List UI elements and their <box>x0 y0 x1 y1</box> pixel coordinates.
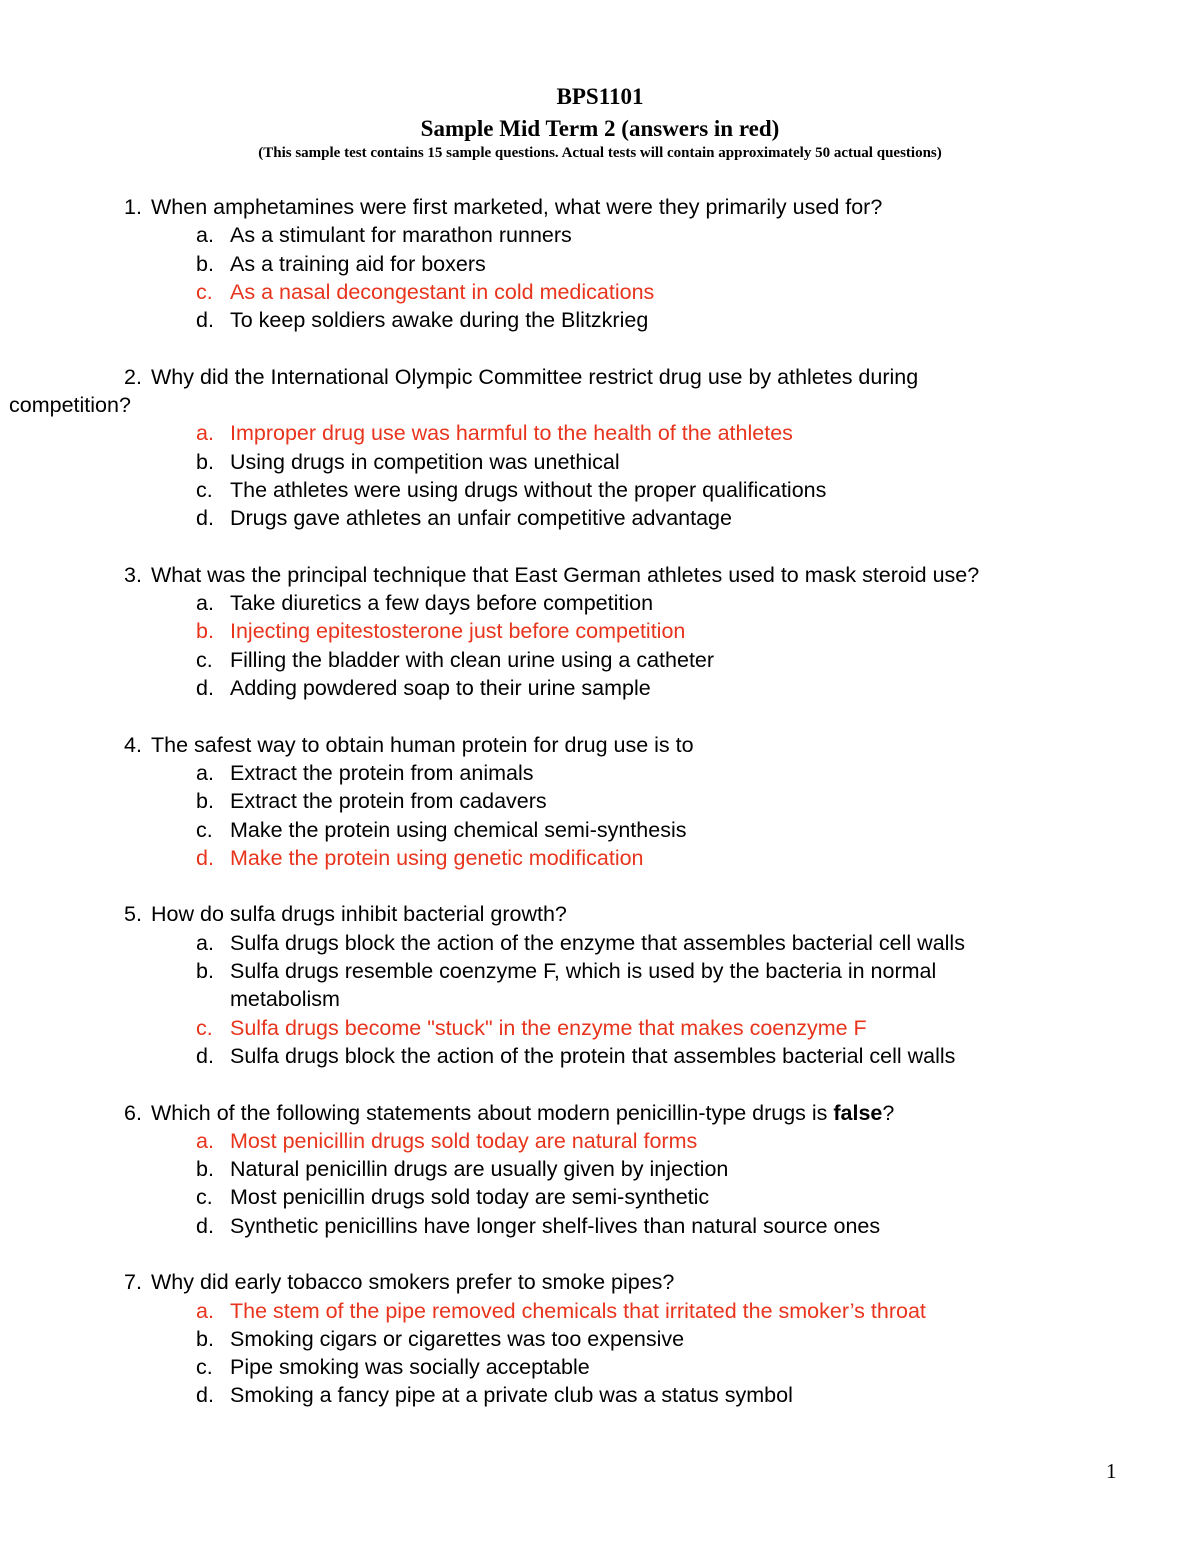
option-b <box>0 1325 1200 1353</box>
option-text: Sulfa drugs block the action of the enzyme that assembles bacterial cell walls <box>230 930 965 955</box>
option-text: Most penicillin drugs sold today are semi-synthetic <box>230 1185 710 1210</box>
question-number: 6. <box>124 1100 142 1125</box>
option-letter: c. <box>196 817 213 842</box>
question-list <box>0 193 1200 1438</box>
option-b <box>0 250 1200 278</box>
option-c <box>0 816 1200 844</box>
option-text: Sulfa drugs block the action of the protein that assembles bacterial cell walls <box>230 1043 956 1068</box>
option-letter: c. <box>196 279 213 304</box>
option-letter: a. <box>196 591 214 616</box>
question-3 <box>0 561 1200 702</box>
option-d <box>0 504 1200 532</box>
option-text: The athletes were using drugs without the proper qualifications <box>230 477 827 502</box>
question-stem: Which of the following statements about modern penicillin-type drugs is <box>151 1100 834 1125</box>
document-title: Sample Mid Term 2 (answers in red) <box>420 116 780 141</box>
option-text: Adding powdered soap to their urine sample <box>230 676 651 701</box>
option-c <box>0 278 1200 306</box>
option-a <box>0 1127 1200 1155</box>
question-text <box>0 731 1200 759</box>
option-letter: b. <box>196 959 214 984</box>
option-text: Make the protein using chemical semi-synthesis <box>230 817 687 842</box>
question-stem: When amphetamines were first marketed, what were they primarily used for? <box>151 195 883 219</box>
option-text: Smoking a fancy pipe at a private club was a status symbol <box>230 1383 793 1408</box>
option-letter: b. <box>196 1157 214 1182</box>
option-text: Drugs gave athletes an unfair competitive advantage <box>230 506 732 531</box>
question-text <box>0 1099 1200 1127</box>
option-d <box>0 306 1200 334</box>
option-letter: d. <box>196 1383 214 1408</box>
question-stem: What was the principal technique that East German athletes used to mask steroid use? <box>151 562 980 587</box>
option-text: As a nasal decongestant in cold medications <box>230 279 655 304</box>
option-text: Smoking cigars or cigarettes was too expensive <box>230 1326 685 1351</box>
option-text: As a stimulant for marathon runners <box>230 223 572 248</box>
question-stem: Why did early tobacco smokers prefer to smoke pipes? <box>151 1270 675 1295</box>
question-5 <box>0 900 1200 1070</box>
option-b <box>0 617 1200 645</box>
test-note: (This sample test contains 15 sample questions. Actual tests will contain approximately 50 actual questions) <box>258 145 942 161</box>
question-text <box>0 900 1200 928</box>
question-text-continued: competition? <box>9 393 131 418</box>
option-d <box>0 1042 1200 1070</box>
option-letter: a. <box>196 1298 214 1323</box>
option-text: Extract the protein from animals <box>230 760 534 785</box>
option-letter: b. <box>196 789 214 814</box>
question-stem: Why did the International Olympic Committee restrict drug use by athletes during <box>151 364 919 389</box>
question-number: 2. <box>124 364 142 389</box>
option-letter: a. <box>196 223 214 248</box>
option-d <box>0 1212 1200 1240</box>
option-letter: c. <box>196 1355 213 1380</box>
option-text: Sulfa drugs resemble coenzyme F, which is used by the bacteria in normal metabolism <box>230 959 937 1012</box>
option-a <box>0 221 1200 249</box>
question-number: 4. <box>124 732 142 757</box>
option-text: Pipe smoking was socially acceptable <box>230 1355 590 1380</box>
option-letter: d. <box>196 506 214 531</box>
option-b <box>0 1155 1200 1183</box>
option-b <box>0 787 1200 815</box>
option-letter: d. <box>196 308 214 333</box>
question-number: 3. <box>124 562 142 587</box>
page-number: 1 <box>1106 1459 1117 1483</box>
option-a <box>0 929 1200 957</box>
option-c <box>0 646 1200 674</box>
option-letter: a. <box>196 930 214 955</box>
question-text <box>0 561 1200 589</box>
question-4 <box>0 731 1200 872</box>
option-letter: b. <box>196 1326 214 1351</box>
question-text <box>0 1268 1200 1296</box>
option-text: Extract the protein from cadavers <box>230 789 547 814</box>
option-text: Using drugs in competition was unethical <box>230 449 620 474</box>
option-a <box>0 759 1200 787</box>
question-emphasis: false <box>833 1100 883 1125</box>
option-c <box>0 1353 1200 1381</box>
question-6 <box>0 1099 1200 1240</box>
option-letter: c. <box>196 647 213 672</box>
option-text: Synthetic penicillins have longer shelf-lives than natural source ones <box>230 1213 881 1238</box>
option-b <box>0 448 1200 476</box>
question-number: 1. <box>124 195 142 219</box>
option-text: Injecting epitestosterone just before competition <box>230 619 686 644</box>
option-letter: a. <box>196 760 214 785</box>
option-c <box>0 1014 1200 1042</box>
option-c <box>0 476 1200 504</box>
question-stem: How do sulfa drugs inhibit bacterial growth? <box>151 902 567 927</box>
option-letter: d. <box>196 1043 214 1068</box>
option-letter: d. <box>196 845 214 870</box>
option-d <box>0 844 1200 872</box>
option-text: Filling the bladder with clean urine using a catheter <box>230 647 715 672</box>
question-stem-end: ? <box>882 1100 895 1125</box>
course-code: BPS1101 <box>556 84 644 109</box>
option-text: The stem of the pipe removed chemicals that irritated the smoker’s throat <box>230 1298 926 1323</box>
option-text: Improper drug use was harmful to the health of the athletes <box>230 421 793 446</box>
question-1 <box>0 193 1200 334</box>
option-d <box>0 1381 1200 1409</box>
option-letter: b. <box>196 251 214 276</box>
option-c <box>0 1183 1200 1211</box>
question-stem: The safest way to obtain human protein for drug use is to <box>151 732 694 757</box>
option-text: Make the protein using genetic modification <box>230 845 644 870</box>
question-number: 5. <box>124 902 142 927</box>
option-a <box>0 589 1200 617</box>
option-letter: c. <box>196 1185 213 1210</box>
option-text: Natural penicillin drugs are usually given by injection <box>230 1157 729 1182</box>
option-letter: b. <box>196 449 214 474</box>
option-letter: a. <box>196 1128 214 1153</box>
option-letter: d. <box>196 676 214 701</box>
question-2 <box>0 363 1200 533</box>
option-letter: c. <box>196 1015 213 1040</box>
question-text <box>0 363 1200 391</box>
option-letter: d. <box>196 1213 214 1238</box>
option-text: Take diuretics a few days before competition <box>230 591 654 616</box>
option-d <box>0 674 1200 702</box>
option-text: As a training aid for boxers <box>230 251 486 276</box>
option-text: Sulfa drugs become "stuck" in the enzyme that makes coenzyme F <box>230 1015 867 1040</box>
option-b <box>0 957 1200 1014</box>
option-letter: b. <box>196 619 214 644</box>
option-a <box>0 419 1200 447</box>
option-text: To keep soldiers awake during the Blitzkrieg <box>230 308 649 333</box>
option-letter: a. <box>196 421 214 446</box>
option-letter: c. <box>196 477 213 502</box>
option-a <box>0 1297 1200 1325</box>
question-text <box>0 193 1200 221</box>
option-text: Most penicillin drugs sold today are natural forms <box>230 1128 698 1153</box>
question-number: 7. <box>124 1270 142 1295</box>
question-7 <box>0 1268 1200 1409</box>
